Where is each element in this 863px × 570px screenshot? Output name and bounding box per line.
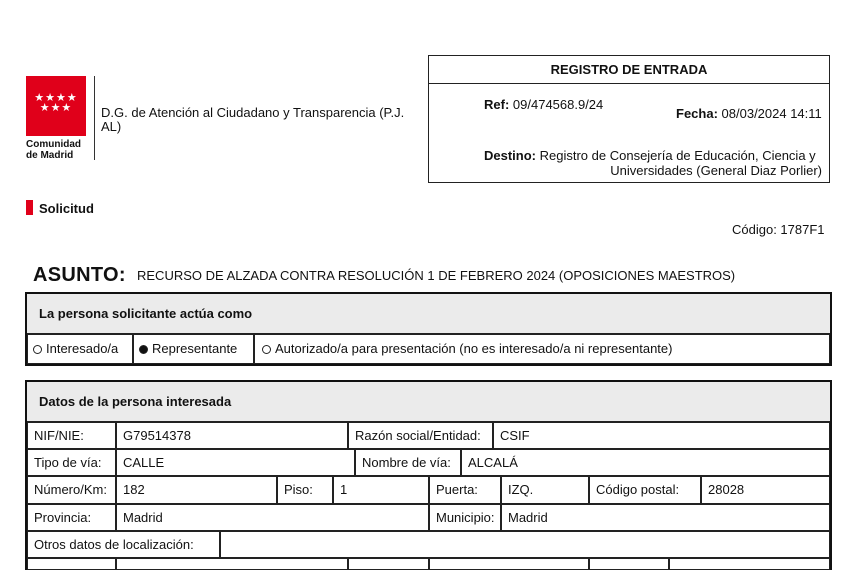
radio-representante-icon[interactable] [139,345,148,354]
cut-row-cell [116,558,348,570]
ref-label: Ref: [484,97,510,112]
logo-divider [94,76,95,160]
option-autorizado-label: Autorizado/a para presentación (no es interesado/a ni representante) [275,341,673,356]
cut-row-cell [669,558,830,570]
razon-label: Razón social/Entidad: [348,422,493,449]
registro-destino [484,148,824,178]
department-name: D.G. de Atención al Ciudadano y Transparencia (P.J. AL) [101,105,405,134]
logo-caption-line2: de Madrid [26,150,74,161]
numero-label: Número/Km: [27,476,116,504]
nif-value: G79514378 [116,422,348,449]
section-label: Solicitud [39,201,94,216]
radio-autorizado-icon[interactable] [262,345,271,354]
cut-row-cell [429,558,589,570]
option-autorizado[interactable] [254,334,830,364]
destino-label: Destino: [484,148,536,163]
section-marker [26,200,33,215]
logo-caption-line1: Comunidad [26,139,81,150]
asunto-value: RECURSO DE ALZADA CONTRA RESOLUCIÓN 1 DE FEBRERO 2024 (OPOSICIONES MAESTROS) [137,268,736,283]
fecha-label: Fecha: [676,106,718,121]
destino-line2: Universidades (General Diaz Porlier) [610,163,822,178]
fecha-value: 08/03/2024 14:11 [721,106,822,121]
nombre-via-value: ALCALÁ [461,449,830,476]
tipo-via-value: CALLE [116,449,355,476]
destino-line1: Registro de Consejería de Educación, Ciencia y [539,148,816,163]
codigo: Código: 1787F1 [732,222,825,237]
interesada-header: Datos de la persona interesada [27,382,830,422]
razon-value: CSIF [493,422,830,449]
otros-label: Otros datos de localización: [27,531,220,558]
provincia-label: Provincia: [27,504,116,531]
provincia-value: Madrid [116,504,429,531]
cp-value: 28028 [701,476,830,504]
registro-ref [484,97,603,112]
nif-label: NIF/NIE: [27,422,116,449]
option-representante-label: Representante [152,341,238,356]
logo-caption [26,139,81,161]
piso-label: Piso: [277,476,333,504]
numero-value: 182 [116,476,277,504]
cut-row-cell [589,558,669,570]
otros-value [220,531,830,558]
tipo-via-label: Tipo de vía: [27,449,116,476]
municipio-label: Municipio: [429,504,501,531]
puerta-label: Puerta: [429,476,501,504]
municipio-value: Madrid [501,504,830,531]
option-interesado[interactable] [27,334,133,364]
logo-stars-icon: ★★★★ ★★★ [34,92,78,114]
cut-row-cell [27,558,116,570]
radio-interesado-icon[interactable] [33,345,42,354]
registro-title: REGISTRO DE ENTRADA [428,55,830,84]
option-interesado-label: Interesado/a [46,341,119,356]
ref-value: 09/474568.9/24 [512,97,604,112]
option-representante[interactable] [133,334,254,364]
asunto-label: ASUNTO: [33,264,126,286]
cut-row-cell [348,558,429,570]
nombre-via-label: Nombre de vía: [355,449,461,476]
puerta-value: IZQ. [501,476,589,504]
actua-como-header: La persona solicitante actúa como [27,294,830,334]
registro-fecha [676,106,822,121]
cp-label: Código postal: [589,476,701,504]
piso-value: 1 [333,476,429,504]
